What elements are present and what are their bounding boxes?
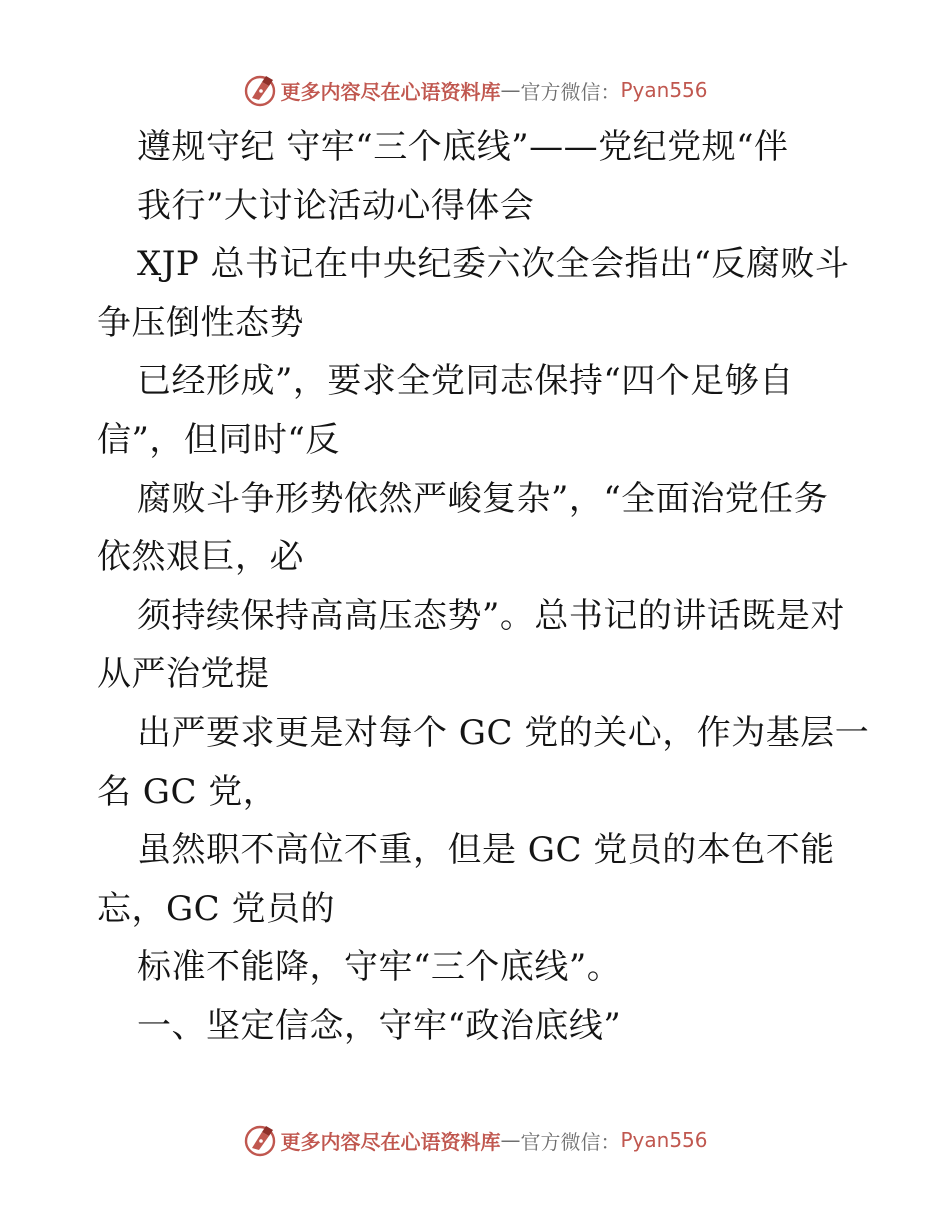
doc-title-line-1: 遵规守纪 守牢“三个底线”——党纪党规“伴	[137, 127, 789, 167]
footer-watermark-banner	[0, 1120, 950, 1160]
paragraph-line: 须持续保持高高压态势”。总书记的讲话既是对	[137, 595, 845, 636]
paragraph-line: 出严要求更是对每个 GC 党的关心，作为基层一	[137, 712, 870, 753]
banner-site-text: 更多内容尽在心语资料库	[280, 79, 501, 104]
banner-wechat-label: 官方微信：	[520, 79, 621, 104]
banner-dash: —	[500, 1128, 521, 1152]
document-body	[97, 118, 870, 1056]
pen-nib-circle-icon	[242, 1122, 278, 1158]
banner-wechat-id: Pyan556	[620, 1128, 708, 1152]
paragraph-line: XJP 总书记在中央纪委六次全会指出“反腐败斗	[137, 244, 850, 285]
header-watermark-banner	[0, 70, 950, 110]
banner-wechat-id: Pyan556	[620, 78, 708, 102]
pen-nib-circle-icon	[242, 72, 278, 108]
paragraph-line: 标准不能降，守牢“三个底线”。	[137, 947, 622, 988]
banner-dash: —	[500, 78, 521, 102]
paragraph-line: 已经形成”，要求全党同志保持“四个足够自	[137, 361, 794, 402]
doc-title-line-2: 我行”大讨论活动心得体会	[137, 185, 535, 226]
paragraph-line: 从严治党提	[97, 654, 270, 695]
paragraph-line: 依然艰巨，必	[97, 537, 304, 578]
paragraph-line: 信”，但同时“反	[97, 419, 340, 460]
paragraph-line: 腐败斗争形势依然严峻复杂”，“全面治党任务	[137, 478, 829, 519]
paragraph-line: 名 GC 党，	[97, 771, 278, 812]
paragraph-line: 忘，GC 党员的	[97, 888, 335, 929]
paragraph-line: 虽然职不高位不重，但是 GC 党员的本色不能	[137, 830, 835, 871]
banner-wechat-label: 官方微信：	[520, 1129, 621, 1154]
section-heading: 一、坚定信念，守牢“政治底线”	[137, 1005, 622, 1046]
banner-site-text: 更多内容尽在心语资料库	[280, 1129, 501, 1154]
paragraph-line: 争压倒性态势	[97, 302, 304, 343]
